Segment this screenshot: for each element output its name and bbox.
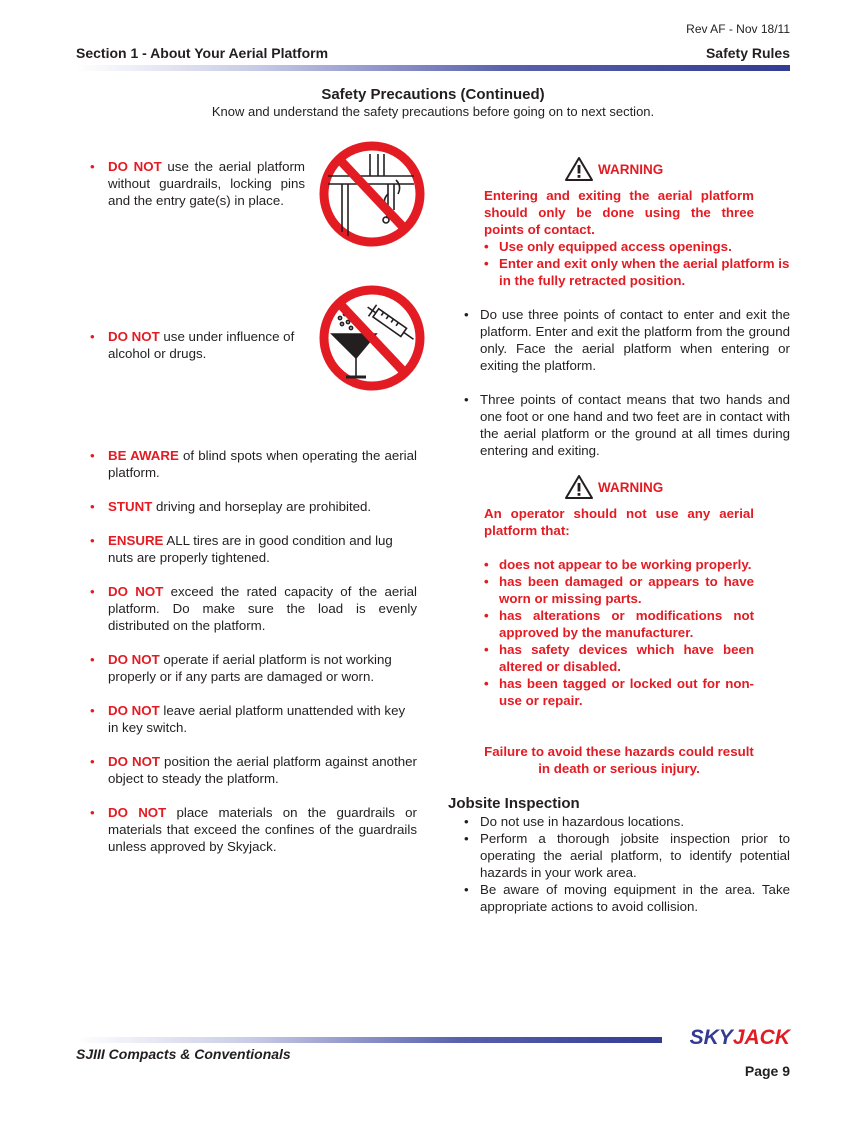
left-item-guardrails: • DO NOT use the aerial platform without guardrails, locking pins and the entry gate(s) in place. <box>90 159 305 208</box>
right-bullet-list <box>464 306 790 459</box>
left-item-stunt: • STUNT driving and horseplay are prohibited. <box>90 499 372 514</box>
jobsite-item: • Do not use in hazardous locations. <box>464 814 685 829</box>
jobsite-item: • Be aware of moving equipment in the area. Take appropriate actions to avoid collision. <box>464 882 790 914</box>
warning-access-intro: Entering and exiting the aerial platform should only be done using the three points of contact. <box>484 188 754 237</box>
header-divider <box>76 65 790 71</box>
warning-triangle-icon <box>564 156 594 182</box>
warning-access-body <box>484 187 754 238</box>
topic-title: Safety Rules <box>705 45 790 61</box>
page-number: Page 9 <box>744 1063 790 1079</box>
warning-operator-bullet: • does not appear to be working properly. <box>484 557 752 572</box>
warning-operator-intro: An operator should not use any aerial platform that: <box>484 506 754 538</box>
revision-label: Rev AF - Nov 18/11 <box>686 22 790 36</box>
warning-triangle-icon <box>564 474 594 500</box>
left-item-tires: • ENSURE ALL tires are in good condition and lug nuts are properly tightened. <box>90 533 393 565</box>
jobsite-heading: Jobsite Inspection <box>448 795 580 812</box>
warning-label: WARNING <box>598 479 664 495</box>
warning-operator-list <box>484 556 754 709</box>
right-item-three-points: • Do use three points of contact to enter and exit the platform. Enter and exit the platform from the ground only. Face the aerial platform when entering or exiting the platform. <box>464 307 790 373</box>
page-subtitle: Know and understand the safety precautions before going on to next section. <box>211 104 655 119</box>
warning-access-bullet: • Enter and exit only when the aerial platform is in the fully retracted position. <box>484 256 790 288</box>
no-alcohol-drugs-prohibition-icon <box>318 284 426 392</box>
left-item-materials: • DO NOT place materials on the guardrails or materials that exceed the confines of the guardrails unless approved by Skyjack. <box>90 805 417 854</box>
warning-access-list <box>484 238 790 289</box>
left-item-key-switch: • DO NOT leave aerial platform unattended with key in key switch. <box>90 703 406 735</box>
warning-heading-operator <box>564 474 663 500</box>
warning-operator-bullet: • has safety devices which have been altered or disabled. <box>484 642 754 674</box>
section-title: Section 1 - About Your Aerial Platform <box>76 45 329 61</box>
warning-operator-bullet: • has been damaged or appears to have worn or missing parts. <box>484 574 754 606</box>
left-item-capacity: • DO NOT exceed the rated capacity of the aerial platform. Do make sure the load is evenly distributed on the platform. <box>90 584 417 633</box>
warning-heading-access <box>564 156 663 182</box>
skyjack-logo: SKYJACK <box>689 1026 790 1049</box>
warning-operator-footer: Failure to avoid these hazards could result in death or serious injury. <box>484 744 754 776</box>
right-item-contact-definition: • Three points of contact means that two hands and one foot or one hand and two feet are in contact with the aerial platform or the ground at all times during entering and exiting. <box>464 392 790 458</box>
warning-label: WARNING <box>598 161 664 177</box>
warning-operator-bullet: • has been tagged or locked out for non-use or repair. <box>484 676 754 708</box>
left-item-not-working: • DO NOT operate if aerial platform is not working properly or if any parts are damaged or worn. <box>90 652 392 684</box>
warning-access-bullet: • Use only equipped access openings. <box>484 239 732 254</box>
jobsite-item: • Perform a thorough jobsite inspection prior to operating the aerial platform, to identify potential hazards in your work area. <box>464 831 790 880</box>
no-guardrail-prohibition-icon <box>318 140 426 248</box>
left-item-position: • DO NOT position the aerial platform against another object to steady the platform. <box>90 754 417 786</box>
page-title: Safety Precautions (Continued) <box>321 86 545 103</box>
footer-divider <box>76 1037 662 1043</box>
jobsite-list <box>464 813 790 915</box>
left-item-alcohol: • DO NOT use under influence of alcohol or drugs. <box>90 329 295 361</box>
left-item-blind-spots: • BE AWARE of blind spots when operating the aerial platform. <box>90 448 417 480</box>
warning-operator-bullet: • has alterations or modifications not approved by the manufacturer. <box>484 608 754 640</box>
manual-title: SJIII Compacts & Conventionals <box>76 1046 291 1062</box>
